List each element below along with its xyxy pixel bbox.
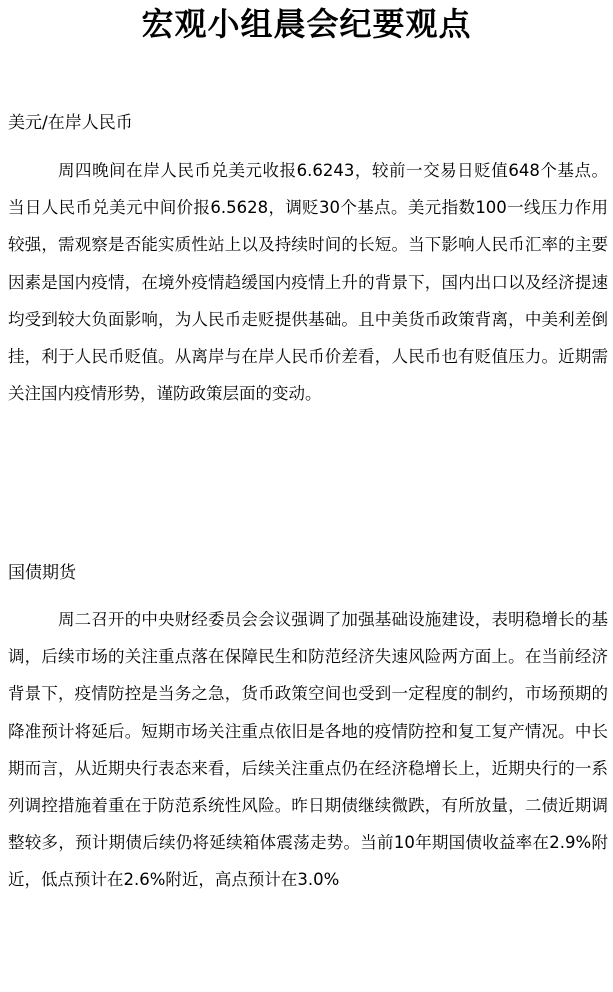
document-title: 宏观小组晨会纪要观点 — [141, 5, 472, 43]
section-heading-usd-cny: 美元/在岸人民币 — [8, 113, 133, 133]
section-heading-treasury-futures: 国债期货 — [8, 563, 76, 583]
section-body-usd-cny: 周四晚间在岸人民币兑美元收报6.6243，较前一交易日贬值648个基点。当日人民币兑美元中间价报6.5628，调贬30个基点。美元指数100一线压力作用较强，需观察是否能实质性站上以及持续时间的长短。当下影响人民币汇率的主要因素是国内疫情，在境外疫情趋缓国内疫情上升的背景下，国内出口以及经济提速均受到较大负面影响，为人民币走贬提供基础。且中美货币政策背离，中美利差倒挂，利于人民币贬值。从离岸与在岸人民币价差看，人民币也有贬值压力。近期需关注国内疫情形势，谨防政策层面的变动。 — [8, 161, 608, 404]
section-body-treasury-futures: 周二召开的中央财经委员会会议强调了加强基础设施建设，表明稳增长的基调，后续市场的关注重点落在保障民生和防范经济失速风险两方面上。在当前经济背景下，疫情防控是当务之急，货币政策空间也受到一定程度的制约，市场预期的降准预计将延后。短期市场关注重点依旧是各地的疫情防控和复工复产情况。中长期而言，从近期央行表态来看，后续关注重点仍在经济稳增长上，近期央行的一系列调控措施着重在于防范系统性风险。昨日期债继续微跌，有所放量，二债近期调整较多，预计期债后续仍将延续箱体震荡走势。当前10年期国债收益率在2.9%附近，低点预计在2.6%附近，高点预计在3.0% — [8, 610, 608, 890]
